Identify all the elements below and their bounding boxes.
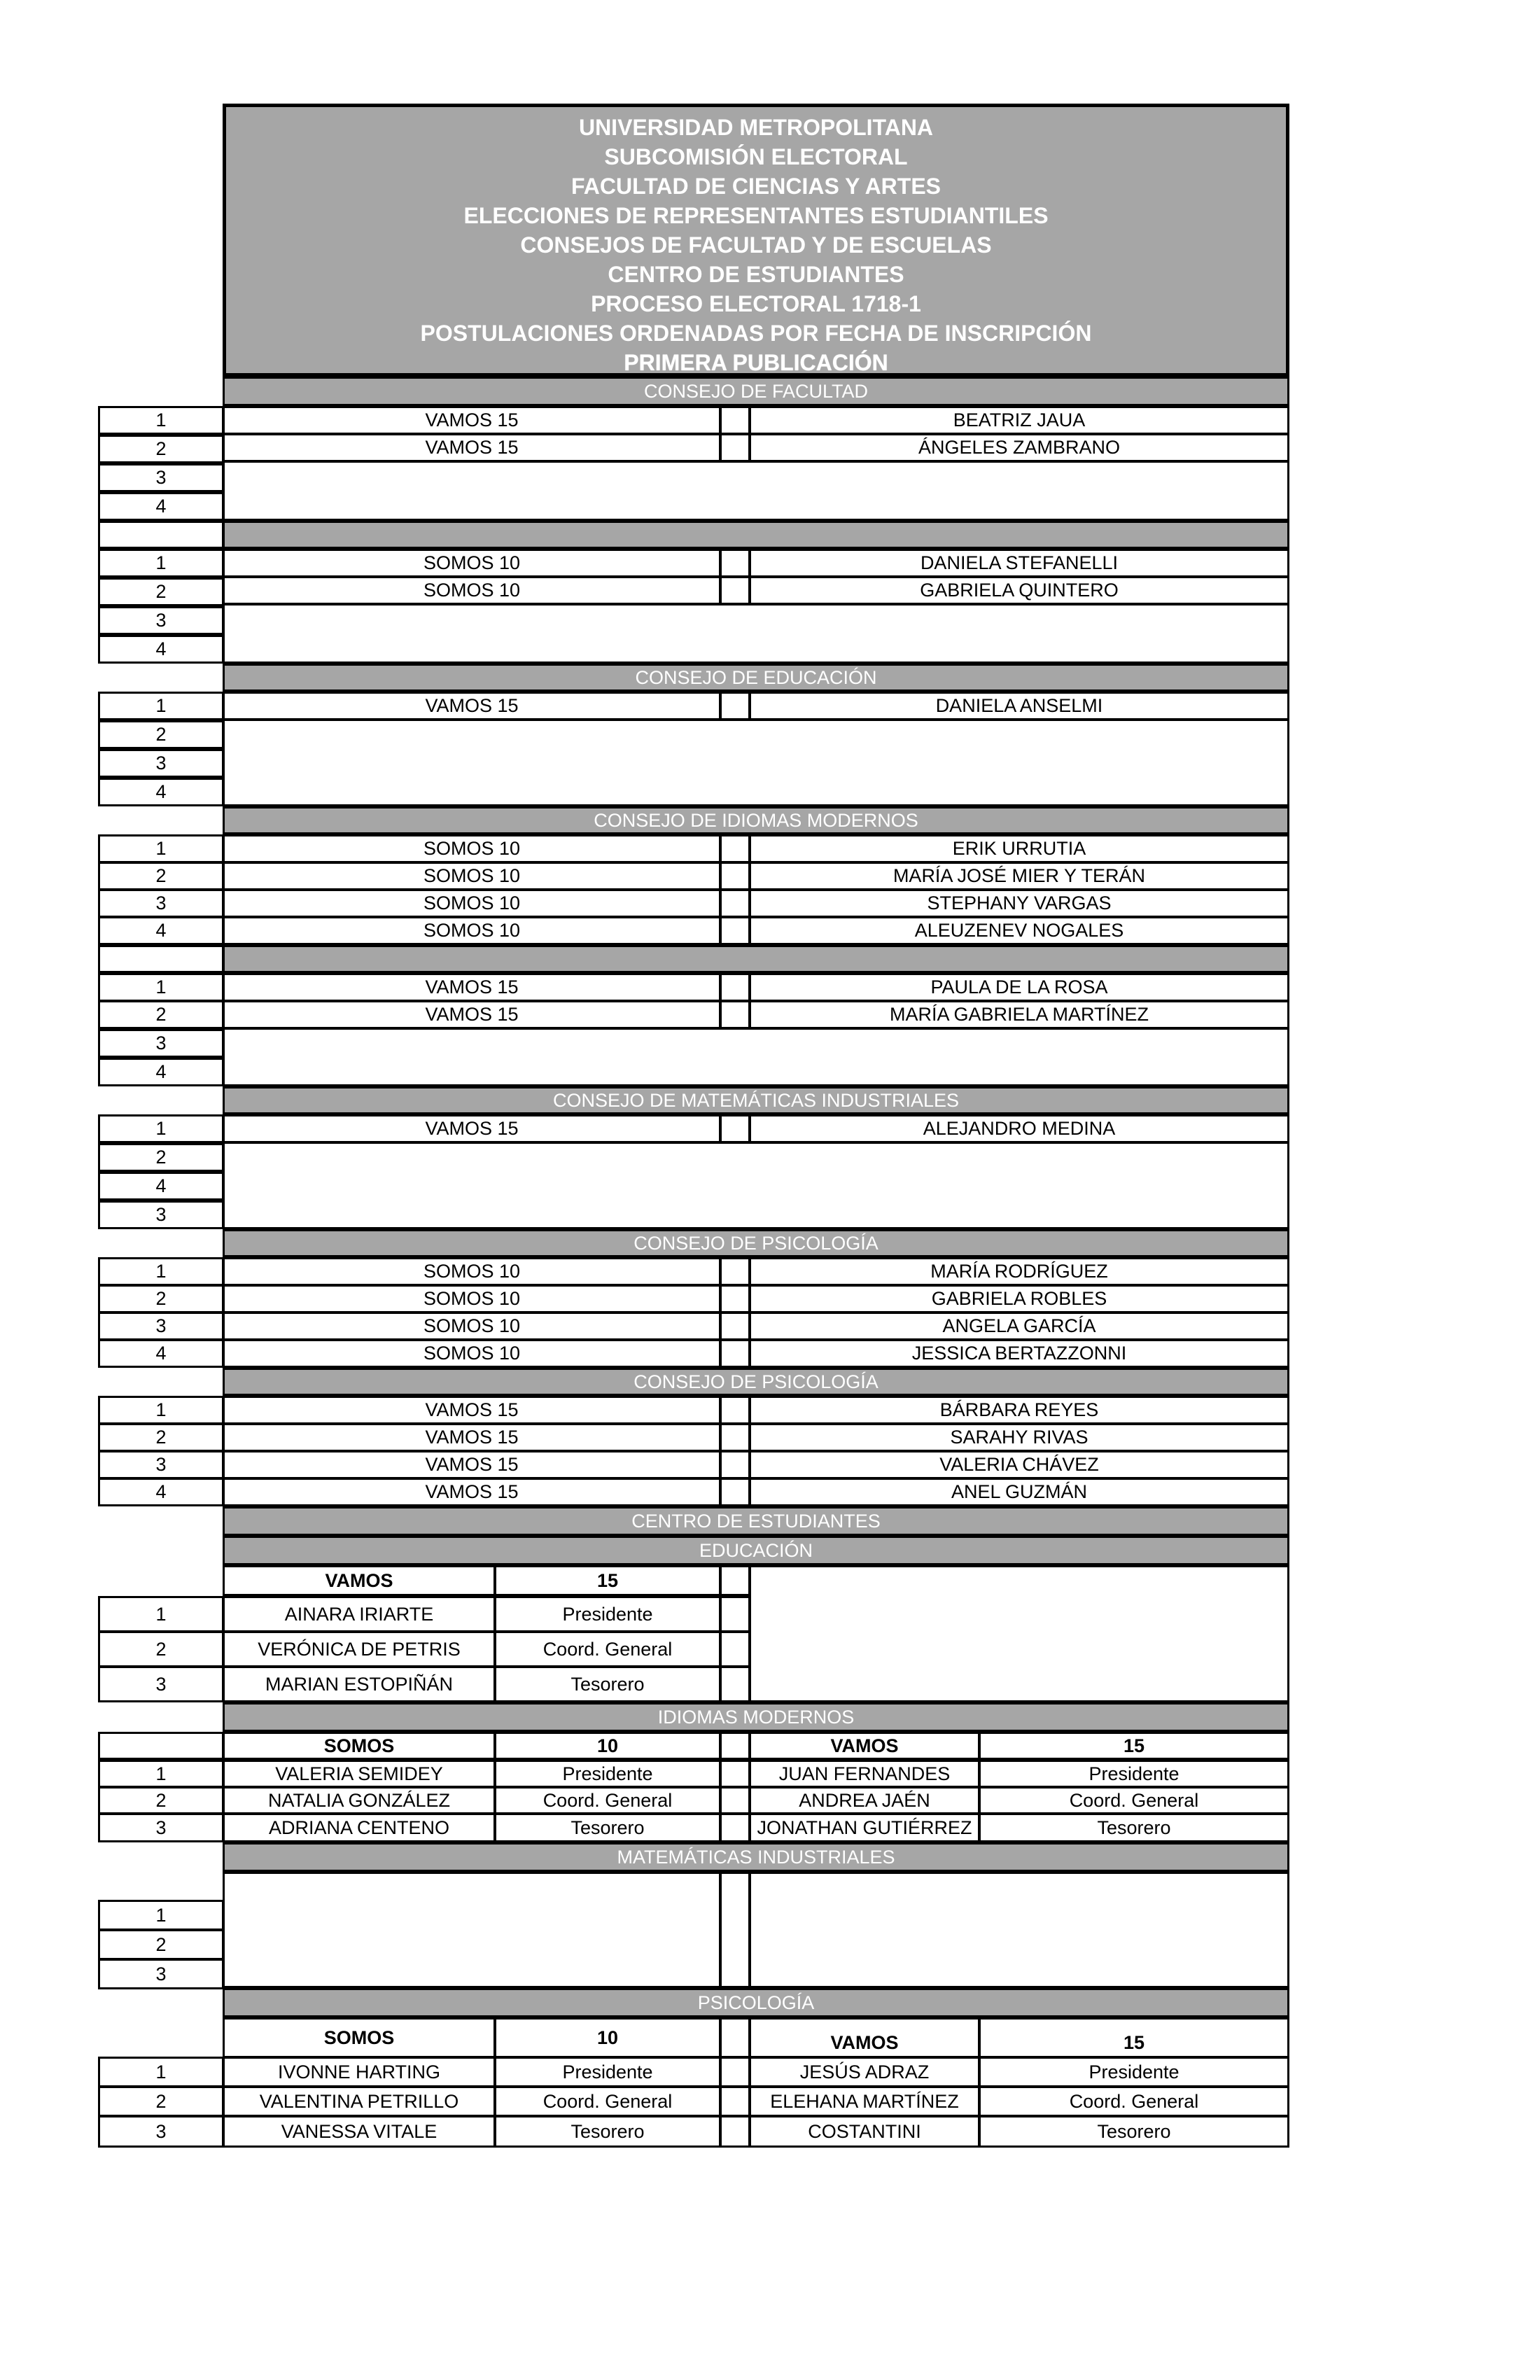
list-cell: VAMOS 15 [223, 1423, 721, 1452]
spacer-cell [720, 1312, 750, 1340]
candidate-name: GABRIELA ROBLES [749, 1284, 1289, 1313]
list-name: VAMOS [749, 2017, 980, 2058]
row-number: 3 [98, 1200, 224, 1229]
row-number: 2 [98, 1423, 224, 1452]
spacer-cell [720, 1423, 750, 1452]
row-number: 1 [98, 973, 224, 1002]
candidate-name: JONATHAN GUTIÉRREZ [749, 1813, 980, 1842]
section-bar-centro-estudiantes: CENTRO DE ESTUDIANTES [223, 1506, 1289, 1536]
list-cell: VAMOS 15 [223, 1000, 721, 1029]
list-cell: VAMOS 15 [223, 406, 721, 435]
list-cell: SOMOS 10 [223, 916, 721, 945]
empty-block [223, 603, 1289, 664]
section-bar-centro-psicologia: PSICOLOGÍA [223, 1988, 1289, 2017]
row-number: 1 [98, 1257, 224, 1286]
row-number: 2 [98, 2086, 224, 2117]
candidate-name: JESSICA BERTAZZONNI [749, 1339, 1289, 1368]
spacer-cell [720, 2086, 750, 2117]
section-bar-centro-idiomas: IDIOMAS MODERNOS [223, 1702, 1289, 1732]
list-cell: SOMOS 10 [223, 549, 721, 578]
candidate-name: COSTANTINI [749, 2115, 980, 2148]
candidate-role: Tesorero [979, 2115, 1289, 2148]
candidate-name: VANESSA VITALE [223, 2115, 496, 2148]
candidate-role: Presidente [979, 2057, 1289, 2087]
spacer-cell [720, 834, 750, 863]
candidate-role: Coord. General [979, 2086, 1289, 2117]
spacer-cell [720, 692, 750, 720]
spacer-cell [720, 1732, 750, 1760]
row-number: 4 [98, 635, 224, 664]
row-number: 3 [98, 463, 224, 492]
candidate-name: MARÍA RODRÍGUEZ [749, 1257, 1289, 1286]
row-number: 1 [98, 834, 224, 863]
candidate-role: Coord. General [494, 1631, 721, 1667]
list-name: VAMOS [223, 1565, 496, 1596]
row-number: 1 [98, 1760, 224, 1788]
list-number: 10 [494, 1732, 721, 1760]
row-number: 2 [98, 862, 224, 890]
row-number: 1 [98, 406, 224, 435]
header-line-1: UNIVERSIDAD METROPOLITANA [578, 115, 934, 140]
header-line-3: FACULTAD DE CIENCIAS Y ARTES [570, 174, 941, 199]
spacer-cell [720, 1786, 750, 1814]
list-name: VAMOS [749, 1732, 980, 1760]
header-line-5: CONSEJOS DE FACULTAD Y DE ESCUELAS [520, 232, 992, 258]
spacer-cell [720, 1396, 750, 1424]
row-number: 3 [98, 606, 224, 635]
list-number: 10 [494, 2017, 721, 2058]
section-bar-centro-matematicas: MATEMÁTICAS INDUSTRIALES [223, 1842, 1289, 1872]
candidate-role: Presidente [494, 1596, 721, 1632]
list-number: 15 [494, 1565, 721, 1596]
empty-block [749, 1565, 1289, 1702]
candidate-name: SARAHY RIVAS [749, 1423, 1289, 1452]
candidate-name: ALEUZENEV NOGALES [749, 916, 1289, 945]
candidate-name: MARÍA GABRIELA MARTÍNEZ [749, 1000, 1289, 1029]
candidate-name: MARIAN ESTOPIÑÁN [223, 1666, 496, 1702]
row-number: 2 [98, 1143, 224, 1172]
candidate-name: ANDREA JAÉN [749, 1786, 980, 1814]
spacer-cell [720, 1760, 750, 1788]
candidate-name: ÁNGELES ZAMBRANO [749, 433, 1289, 462]
row-number: 1 [98, 1114, 224, 1143]
header-line-6: CENTRO DE ESTUDIANTES [608, 262, 904, 287]
candidate-name: IVONNE HARTING [223, 2057, 496, 2087]
row-number: 3 [98, 1666, 224, 1702]
row-number: 1 [98, 549, 224, 578]
header-line-2: SUBCOMISIÓN ELECTORAL [604, 144, 908, 169]
separator-bar [223, 945, 1289, 973]
list-cell: VAMOS 15 [223, 1114, 721, 1143]
row-number: 2 [98, 1786, 224, 1814]
row-number: 2 [98, 1284, 224, 1313]
row-number: 2 [98, 720, 224, 749]
candidate-name: GABRIELA QUINTERO [749, 576, 1289, 605]
empty-block [749, 1872, 1289, 1988]
separator-bar [223, 521, 1289, 549]
candidate-name: ANGELA GARCÍA [749, 1312, 1289, 1340]
candidate-role: Tesorero [494, 1813, 721, 1842]
candidate-role: Presidente [979, 1760, 1289, 1788]
row-number: 3 [98, 1959, 224, 1989]
header-line-8: POSTULACIONES ORDENADAS POR FECHA DE INSCRIPCIÓN [420, 321, 1092, 346]
spacer-cell [720, 1284, 750, 1313]
row-number: 2 [98, 1631, 224, 1667]
candidate-name: ELEHANA MARTÍNEZ [749, 2086, 980, 2117]
row-number: 4 [98, 916, 224, 945]
candidate-name: ALEJANDRO MEDINA [749, 1114, 1289, 1143]
section-bar-centro-educacion: EDUCACIÓN [223, 1536, 1289, 1565]
candidate-name: NATALIA GONZÁLEZ [223, 1786, 496, 1814]
section-bar-consejo-idiomas: CONSEJO DE IDIOMAS MODERNOS [223, 806, 1289, 834]
row-number: 3 [98, 1312, 224, 1340]
candidate-role: Tesorero [494, 2115, 721, 2148]
candidate-role: Coord. General [494, 1786, 721, 1814]
candidate-role: Tesorero [979, 1813, 1289, 1842]
row-number: 2 [98, 435, 224, 463]
list-cell: SOMOS 10 [223, 576, 721, 605]
row-number: 3 [98, 749, 224, 778]
section-bar-consejo-matematicas: CONSEJO DE MATEMÁTICAS INDUSTRIALES [223, 1086, 1289, 1114]
row-number: 3 [98, 2115, 224, 2148]
row-number: 2 [98, 1929, 224, 1960]
list-cell: SOMOS 10 [223, 1257, 721, 1286]
row-number: 3 [98, 889, 224, 918]
row-number: 4 [98, 778, 224, 806]
list-name: SOMOS [223, 2017, 496, 2058]
spacer-cell [720, 916, 750, 945]
row-number: 1 [98, 1396, 224, 1424]
spacer-cell [720, 1596, 750, 1632]
separator-number-cell [98, 521, 224, 549]
spacer-cell [720, 1872, 750, 1988]
row-number: 2 [98, 578, 224, 606]
list-cell: SOMOS 10 [223, 1312, 721, 1340]
spacer-cell [720, 862, 750, 890]
list-cell: VAMOS 15 [223, 1396, 721, 1424]
header-line-7: PROCESO ELECTORAL 1718-1 [591, 291, 921, 316]
spacer-cell [720, 1666, 750, 1702]
section-bar-consejo-psicologia: CONSEJO DE PSICOLOGÍA [223, 1229, 1289, 1257]
section-bar-consejo-facultad: CONSEJO DE FACULTAD [223, 377, 1289, 406]
list-cell: SOMOS 10 [223, 834, 721, 863]
candidate-role: Coord. General [979, 1786, 1289, 1814]
header-line-4: ELECCIONES DE REPRESENTANTES ESTUDIANTILES [463, 203, 1049, 228]
candidate-name: BEATRIZ JAUA [749, 406, 1289, 435]
candidate-name: ADRIANA CENTENO [223, 1813, 496, 1842]
candidate-name: DANIELA ANSELMI [749, 692, 1289, 720]
candidate-name: JESÚS ADRAZ [749, 2057, 980, 2087]
row-number: 3 [98, 1029, 224, 1058]
header-publication: PRIMERA PUBLICACIÓN [624, 350, 888, 375]
list-number: 15 [979, 2017, 1289, 2058]
spacer-cell [720, 1631, 750, 1667]
spacer-cell [720, 2115, 750, 2148]
empty-block [223, 719, 1289, 806]
spacer-cell [720, 576, 750, 605]
spacer-cell [720, 549, 750, 578]
candidate-name: PAULA DE LA ROSA [749, 973, 1289, 1002]
spacer-cell [720, 433, 750, 462]
row-number: 4 [98, 1478, 224, 1506]
list-cell: VAMOS 15 [223, 1478, 721, 1506]
candidate-name: VALENTINA PETRILLO [223, 2086, 496, 2117]
section-bar-consejo-psicologia: CONSEJO DE PSICOLOGÍA [223, 1368, 1289, 1396]
candidate-name: BÁRBARA REYES [749, 1396, 1289, 1424]
candidate-role: Presidente [494, 1760, 721, 1788]
spacer-cell [720, 1257, 750, 1286]
row-number: 2 [98, 1000, 224, 1029]
spacer-cell [720, 1339, 750, 1368]
spacer-cell [720, 1000, 750, 1029]
list-cell: VAMOS 15 [223, 433, 721, 462]
candidate-name: DANIELA STEFANELLI [749, 549, 1289, 578]
candidate-name: JUAN FERNANDES [749, 1760, 980, 1788]
spacer-cell [720, 1450, 750, 1479]
spacer-cell [720, 1813, 750, 1842]
list-cell: VAMOS 15 [223, 973, 721, 1002]
row-number: 3 [98, 1813, 224, 1842]
spacer-cell [720, 2017, 750, 2058]
spacer-cell [720, 889, 750, 918]
empty-block [223, 1872, 721, 1988]
spacer-cell [720, 2057, 750, 2087]
document-header [223, 104, 1289, 377]
candidate-role: Tesorero [494, 1666, 721, 1702]
spacer-cell [720, 1478, 750, 1506]
header-number-cell [98, 1732, 224, 1760]
list-cell: VAMOS 15 [223, 1450, 721, 1479]
list-cell: SOMOS 10 [223, 889, 721, 918]
row-number: 4 [98, 1339, 224, 1368]
row-number: 3 [98, 1450, 224, 1479]
row-number: 4 [98, 1172, 224, 1200]
candidate-name: ERIK URRUTIA [749, 834, 1289, 863]
separator-number-cell [98, 945, 224, 973]
empty-block [223, 461, 1289, 521]
list-name: SOMOS [223, 1732, 496, 1760]
row-number: 1 [98, 2057, 224, 2087]
candidate-name: ANEL GUZMÁN [749, 1478, 1289, 1506]
empty-block [223, 1142, 1289, 1229]
candidate-name: STEPHANY VARGAS [749, 889, 1289, 918]
list-cell: SOMOS 10 [223, 1339, 721, 1368]
row-number: 4 [98, 1058, 224, 1086]
spacer-cell [720, 1565, 750, 1596]
row-number: 4 [98, 492, 224, 521]
candidate-role: Presidente [494, 2057, 721, 2087]
candidate-name: VALERIA CHÁVEZ [749, 1450, 1289, 1479]
list-cell: VAMOS 15 [223, 692, 721, 720]
candidate-name: VALERIA SEMIDEY [223, 1760, 496, 1788]
list-number: 15 [979, 1732, 1289, 1760]
spacer-cell [720, 1114, 750, 1143]
spacer-cell [720, 406, 750, 435]
row-number: 1 [98, 692, 224, 720]
candidate-role: Coord. General [494, 2086, 721, 2117]
spacer-cell [720, 973, 750, 1002]
list-cell: SOMOS 10 [223, 1284, 721, 1313]
section-bar-consejo-educacion: CONSEJO DE EDUCACIÓN [223, 664, 1289, 692]
candidate-name: AINARA IRIARTE [223, 1596, 496, 1632]
candidate-name: VERÓNICA DE PETRIS [223, 1631, 496, 1667]
list-cell: SOMOS 10 [223, 862, 721, 890]
row-number: 1 [98, 1900, 224, 1931]
candidate-name: MARÍA JOSÉ MIER Y TERÁN [749, 862, 1289, 890]
empty-block [223, 1028, 1289, 1086]
row-number: 1 [98, 1596, 224, 1632]
